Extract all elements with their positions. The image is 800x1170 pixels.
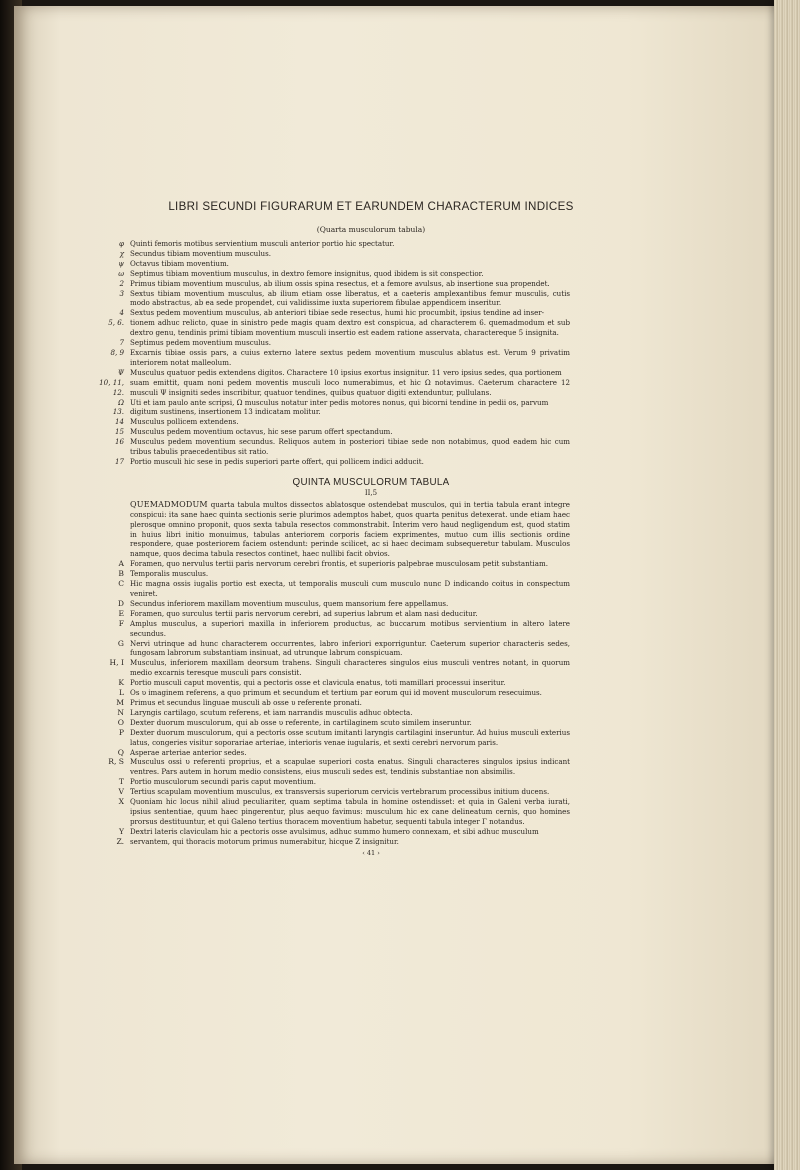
entry-marker: 16 xyxy=(114,437,124,447)
entry-text: tionem adhuc relicto, quae in sinistro pede magis quam dextro est conspicua, ad characterem 6. quemadmodum et sub dextro genu, tendinis primi tibiam moventium musculi insertio est eadem ratione asservata, charactereque 5 insignita. xyxy=(130,318,570,338)
index-entry xyxy=(96,279,570,289)
entry-marker: 7 xyxy=(119,338,124,348)
page-subtitle: (Quarta musculorum tabula) xyxy=(316,225,426,234)
entry-text: Musculus pollicem extendens. xyxy=(130,417,239,427)
index-entry xyxy=(96,368,570,378)
entry-text: Tertius scapulam moventium musculus, ex transversis superiorum cervicis vertebrarum processibus initium ducens. xyxy=(130,787,550,797)
index-entry xyxy=(96,318,570,338)
entry-marker: Z. xyxy=(116,836,124,846)
entry-marker: H, I xyxy=(109,658,124,668)
letter-entry xyxy=(96,787,570,797)
entry-marker: T xyxy=(118,777,124,787)
entry-text: Musculus, inferiorem maxillam deorsum trahens. Singuli characteres singulos eius musculi ventres notant, in quorum medio excarnis teresque musculi pars consistit. xyxy=(130,658,570,678)
index-entry xyxy=(96,308,570,318)
entry-marker: F xyxy=(118,618,124,628)
entry-text: digitum sustinens, insertionem 13 indicatam molitur. xyxy=(130,407,321,417)
index-entry xyxy=(96,269,570,279)
entry-marker: 17 xyxy=(114,456,124,466)
entry-marker: 5, 6. xyxy=(108,318,124,328)
entry-marker: O xyxy=(117,717,124,727)
entry-marker: 13. xyxy=(112,407,124,417)
entry-text: Portio musculi hic sese in pedis superiori parte offert, qui pollicem indici adducit. xyxy=(130,456,424,466)
index-entry xyxy=(96,417,570,427)
entry-marker: D xyxy=(117,598,124,608)
letter-entry xyxy=(96,718,570,728)
index-entry xyxy=(96,378,570,398)
entry-marker: V xyxy=(118,787,124,797)
letter-entry xyxy=(96,688,570,698)
entry-marker: N xyxy=(117,707,124,717)
index-entry xyxy=(96,407,570,417)
entry-marker: 2 xyxy=(119,278,124,288)
entry-text: Primus et secundus linguae musculi ab osse υ referente pronati. xyxy=(130,697,362,707)
entry-marker: E xyxy=(118,608,124,618)
entry-marker: 14 xyxy=(114,417,124,427)
index-entry xyxy=(96,437,570,457)
entry-text: Laryngis cartilago, scutum referens, et iam narrandis musculis adhuc obtecta. xyxy=(130,707,413,717)
letter-entry xyxy=(96,777,570,787)
entry-text: Portio musculorum secundi paris caput moventium. xyxy=(130,777,316,787)
letter-entry xyxy=(96,748,570,758)
letter-entry xyxy=(96,708,570,718)
letter-entry xyxy=(96,827,570,837)
entry-text: suam emittit, quam noni pedem moventis musculi loco numerabimus, et hic Ω notavimus. Caeterum charactere 12 musculi Ψ insigniti sedes inscribitur, quatuor tendines, quibus quatuor digiti extenduntur, pullulans. xyxy=(130,377,570,397)
entry-marker: ω xyxy=(118,268,124,278)
entry-marker: 10, 11, 12. xyxy=(99,377,124,397)
entry-text: Sextus tibiam moventium musculus, ab ilium etiam osse liberatus, et a caeteris amplexantibus femur musculis, cutis modo abstractus, ab ea sede propendet, cui validissime iuxta superiorem fibulae appendicem inseritur. xyxy=(130,288,570,308)
index-entry xyxy=(96,249,570,259)
entry-marker: 15 xyxy=(114,427,124,437)
entry-marker: Y xyxy=(118,826,124,836)
entry-marker: P xyxy=(118,727,124,737)
letter-entry xyxy=(96,837,570,847)
entry-text: Musculus ossi υ referenti proprius, et a scapulae superiori costa enatus. Singuli characteres singulos ipsius indicant ventres. Pars autem in horum medio consistens, eius musculi sedes est, tendinis substantiae non absimilis. xyxy=(130,757,570,777)
entry-text: servantem, qui thoracis motorum primus numerabitur, hicque Z insignitur. xyxy=(130,836,399,846)
entry-text: Temporalis musculus. xyxy=(130,569,209,579)
entry-text: Nervi utrinque ad hunc characterem occurrentes, labro inferiori exporriguntur. Caeterum superior characteris sedes, fungosam labrorum substantiam insinuat, ad utrunque labrum conspicuam. xyxy=(130,638,570,658)
entry-text: Quoniam hic locus nihil aliud peculiariter, quam septima tabula in homine ostendisset: et quia in Galeni verba iurati, ipsius sententiae, quum haec pingerentur, plus aequo favimus: musculum hic ex cane delineatum cernis, quo homines prorsus destituuntur, et qui Galeno tertius thoracem moventium habetur, sequenti tabula integer Γ notandus. xyxy=(130,797,570,826)
entry-text: Quinti femoris motibus servientium musculi anterior portio hic spectatur. xyxy=(130,239,395,248)
letter-entry xyxy=(96,619,570,639)
page-stack-edge xyxy=(774,0,800,1170)
entry-text: Secundus tibiam moventium musculus. xyxy=(130,248,271,258)
entry-marker: X xyxy=(118,797,124,807)
entry-text: Primus tibiam moventium musculus, ab ilium ossis spina resectus, et a femore avulsus, ab insertione sua propendet. xyxy=(130,278,550,288)
index-entry xyxy=(96,259,570,269)
intro-text: quarta tabula multos dissectos ablatosque ostendebat musculos, qui in tertia tabula erant integre conspicui: ita sane haec quinta sectionis serie plurimos ademptos habet, quos quarta penitus detexerat. unde etiam haec plerosque omnino proponit, quos sexta tabula resectos commonstrabit. Interim vero haud negligendum est, quod statim in huius libri initio monuimus, tabulas anteriorem corporis faciem exprimentes, mutuo cum illis sectionis ordine respondere, quae posteriorem faciem ostendunt: perinde scilicet, ac si haec decimam subsequeretur tabulam. Musculos namque, quos decima tabula resectos continet, haec nullibi facit obvios. xyxy=(130,499,570,559)
entry-marker: ψ xyxy=(118,258,124,268)
entry-marker: 3 xyxy=(119,288,124,298)
entry-marker: 4 xyxy=(119,308,124,318)
entry-text: Septimus tibiam moventium musculus, in dextro femore insignitus, quod ibidem is sit conspectior. xyxy=(130,268,484,278)
letter-entry xyxy=(96,569,570,579)
entry-marker: B xyxy=(118,569,124,579)
entry-marker: L xyxy=(118,688,124,698)
index-entry xyxy=(96,338,570,348)
intro-capital-word: QUEMADMODUM xyxy=(130,499,208,509)
letter-entry xyxy=(96,579,570,599)
entry-marker: χ xyxy=(119,248,124,258)
entry-marker: Q xyxy=(117,747,124,757)
section-intro xyxy=(130,500,570,559)
index-entry-list xyxy=(96,239,570,467)
index-entry xyxy=(96,348,570,368)
entry-text: Musculus pedem moventium secundus. Reliquos autem in posteriori tibiae sede non notabimus, quod eadem hic cum tribus tabulis praecedentibus sit ratio. xyxy=(130,437,570,457)
entry-text: Musculus quatuor pedis extendens digitos. Charactere 10 ipsius exortus insignitur. 11 vero ipsius sedes, qua portionem xyxy=(130,367,562,377)
letter-entry xyxy=(96,609,570,619)
entry-marker: 8, 9 xyxy=(110,347,124,357)
entry-text: Musculus pedem moventium octavus, hic sese parum offert spectandum. xyxy=(130,427,393,437)
index-entry xyxy=(96,289,570,309)
entry-marker: G xyxy=(117,638,124,648)
page-number: ‹ 41 › xyxy=(362,848,380,857)
page-content xyxy=(96,200,574,857)
letter-entry xyxy=(96,698,570,708)
entry-marker: A xyxy=(118,559,124,569)
entry-text: Excarnis tibiae ossis pars, a cuius externo latere sextus pedem moventium musculus ablatus est. Verum 9 privatim interiorem notat malleolum. xyxy=(130,347,570,367)
entry-text: Dexter duorum musculorum, qui a pectoris osse scutum imitanti laryngis cartilagini inseruntur. Ad huius musculi exterius latus, congeries visitur soporariae arteriae, interioris venae iugularis, et sexti cerebri nervorum paris. xyxy=(130,727,570,747)
letter-entry-list xyxy=(96,559,570,846)
entry-text: Uti et iam paulo ante scripsi, Ω musculus notatur inter pedis motores nonus, qui bicorni tendine in pedii os, parvum xyxy=(130,397,549,407)
entry-marker: C xyxy=(118,579,124,589)
letter-entry xyxy=(96,678,570,688)
index-entry xyxy=(96,457,570,467)
entry-marker: Ψ xyxy=(117,367,124,377)
entry-marker: M xyxy=(116,697,124,707)
entry-marker: K xyxy=(118,678,124,688)
entry-text: Amplus musculus, a superiori maxilla in inferiorem productus, ac buccarum motibus servientium in altero latere secundus. xyxy=(130,618,570,638)
entry-text: Sextus pedem moventium musculus, ab anteriori tibiae sede resectus, humi hic procumbit, ipsius tendine ad inser- xyxy=(130,308,545,318)
entry-text: Portio musculi caput moventis, qui a pectoris osse et clavicula enatus, toti mamillari processui inseritur. xyxy=(130,678,506,688)
index-entry xyxy=(96,398,570,408)
entry-text: Dextri lateris claviculam hic a pectoris osse avulsimus, adhuc summo humero connexam, et sibi adhuc musculum xyxy=(130,826,539,836)
index-entry xyxy=(96,239,570,249)
letter-entry xyxy=(96,797,570,827)
entry-text: Foramen, quo surculus tertii paris nervorum cerebri, ad superius labrum et alam nasi deducitur. xyxy=(130,608,478,618)
letter-entry xyxy=(96,757,570,777)
letter-entry xyxy=(96,559,570,569)
entry-text: Septimus pedem moventium musculus. xyxy=(130,338,272,348)
section-number: II,5 xyxy=(364,488,378,497)
entry-marker: φ xyxy=(119,239,124,248)
letter-entry xyxy=(96,599,570,609)
section-title: QUINTA MUSCULORUM TABULA xyxy=(292,476,450,488)
letter-entry xyxy=(96,728,570,748)
entry-text: Os υ imaginem referens, a quo primum et secundum et tertium par eorum qui id movent musculorum resecuimus. xyxy=(130,688,542,698)
page-title: LIBRI SECUNDI FIGURARUM ET EARUNDEM CHARACTERUM INDICES xyxy=(168,200,574,213)
index-entry xyxy=(96,427,570,437)
entry-text: Asperae arteriae anterior sedes. xyxy=(130,747,247,757)
entry-text: Hic magna ossis iugalis portio est execta, ut temporalis musculi cum musculo nunc D indicando coitus in conspectum veniret. xyxy=(130,579,570,598)
entry-text: Secundus inferiorem maxillam moventium musculus, quem mansorium fere appellamus. xyxy=(130,598,449,608)
entry-text: Foramen, quo nervulus tertii paris nervorum cerebri frontis, et superioris palpebrae musculosam petit substantiam. xyxy=(130,559,548,569)
entry-text: Dexter duorum musculorum, qui ab osse υ referente, in cartilaginem scuto similem inseruntur. xyxy=(130,717,472,727)
letter-entry xyxy=(96,639,570,659)
letter-entry xyxy=(96,658,570,678)
entry-marker: Ω xyxy=(118,397,124,407)
entry-text: Octavus tibiam moventium. xyxy=(130,258,229,268)
entry-marker: R, S xyxy=(108,757,124,767)
